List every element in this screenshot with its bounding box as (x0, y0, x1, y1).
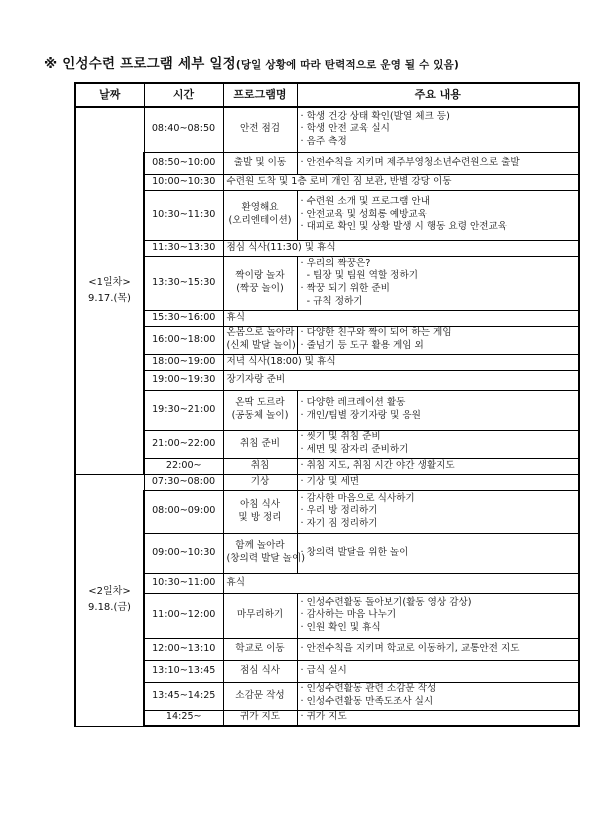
schedule-row (75, 174, 579, 190)
time-cell: 21:00~22:00 (144, 430, 223, 458)
content-line: · 자기 짐 정리하기 (300, 517, 378, 529)
header-date: 날짜 (75, 83, 144, 107)
content-cell (297, 593, 579, 638)
program-name-line: (신체 발달 놀이) (226, 340, 296, 351)
content-line: - 팀장 및 팀원 역할 정하기 (300, 270, 418, 282)
content-line: · 안전수칙을 지키며 학교로 이동하기, 교통안전 지도 (300, 642, 520, 654)
day-label: <2일차> (88, 586, 131, 597)
time-cell: 18:00~19:00 (144, 354, 223, 370)
program-cell (223, 256, 297, 310)
program-cell (223, 710, 297, 726)
program-cell (223, 474, 297, 490)
program-cell (223, 458, 297, 474)
content-cell (297, 107, 579, 152)
content-cell (297, 533, 579, 573)
header-content: 주요 내용 (297, 83, 579, 107)
program-name-line: 짝이랑 놀자 (235, 270, 285, 282)
program-name-line: 취침 (250, 459, 270, 471)
schedule-row (75, 256, 579, 310)
program-name-line: 함께 놀아라 (235, 540, 285, 552)
content-cell (297, 638, 579, 660)
content-line: · 감사하는 마음 나누기 (300, 609, 397, 621)
content-line: · 다양한 레크레이션 활동 (300, 397, 406, 409)
content-line: · 대피로 확인 및 상황 발생 시 행동 요령 안전교육 (300, 221, 508, 233)
schedule-row (75, 240, 579, 256)
content-line: · 안전수칙을 지키며 제주부영청소년수련원으로 출발 (300, 156, 520, 168)
content-line: · 기상 및 세면 (300, 475, 360, 487)
time-cell: 15:30~16:00 (144, 310, 223, 326)
day-date: 9.18.(금) (88, 602, 131, 613)
schedule-row (75, 107, 579, 152)
program-cell (223, 326, 297, 354)
time-cell: 13:45~14:25 (144, 682, 223, 710)
schedule-row (75, 660, 579, 682)
time-cell: 10:30~11:00 (144, 573, 223, 593)
schedule-row (75, 190, 579, 240)
day-date: 9.17.(목) (88, 292, 131, 304)
schedule-row (75, 152, 579, 174)
program-cell (223, 430, 297, 458)
time-cell: 08:40~08:50 (144, 107, 223, 152)
merged-activity-cell: 수련원 도착 및 1층 로비 개인 짐 보관, 반별 강당 이동 (223, 174, 579, 190)
program-cell (223, 533, 305, 573)
program-name-line: 및 방 정리 (238, 511, 282, 523)
day-cell (75, 474, 144, 726)
content-line: · 세면 및 잠자리 준비하기 (300, 444, 409, 455)
program-name-line: 마무리하기 (236, 609, 284, 621)
schedule-row (75, 370, 579, 390)
day-label: <1일차> (88, 276, 131, 288)
title-note: (당일 상황에 따라 탄력적으로 운영 될 수 있음) (235, 59, 459, 71)
program-name-line: 귀가 지도 (239, 711, 281, 723)
schedule-row (75, 310, 579, 326)
content-line: · 음주 측정 (300, 136, 347, 148)
header-row (75, 83, 579, 107)
content-line: · 다양한 친구와 짝이 되어 하는 게임 (300, 327, 452, 339)
merged-activity-cell: 휴식 (223, 573, 579, 593)
content-cell (297, 682, 579, 710)
program-name-line: 안전 점검 (239, 123, 281, 135)
time-cell: 22:00~ (144, 458, 223, 474)
time-cell: 19:30~21:00 (144, 390, 223, 430)
program-name-line: 온몸으로 놀아라 (226, 327, 295, 339)
time-cell: 08:00~09:00 (144, 490, 223, 533)
schedule-table (74, 82, 580, 727)
time-cell: 11:30~13:30 (144, 240, 223, 256)
schedule-row (75, 682, 579, 710)
day-cell (75, 107, 144, 474)
content-line: · 우리 방 정리하기 (300, 505, 378, 517)
schedule-row (75, 710, 579, 726)
content-line: · 우리의 짝꿍은? (300, 257, 371, 269)
title-main: ※ 인성수련 프로그램 세부 일정 (44, 56, 236, 72)
content-line: · 인성수련활동 만족도조사 실시 (300, 696, 434, 707)
merged-activity-cell: 점심 식사(11:30) 및 휴식 (223, 240, 579, 256)
time-cell: 19:00~19:30 (144, 370, 223, 390)
content-line: · 귀가 지도 (300, 711, 347, 723)
program-name-line: 출발 및 이동 (233, 156, 287, 168)
program-name-line: 점심 식사 (239, 664, 281, 676)
time-cell: 13:30~15:30 (144, 256, 223, 310)
program-name-line: (공동체 놀이) (231, 410, 289, 421)
content-line: · 줄넘기 등 도구 활용 게임 외 (300, 340, 424, 351)
content-cell (297, 326, 579, 354)
content-line: · 인성수련활동 관련 소감문 작성 (300, 683, 437, 695)
program-cell (223, 390, 297, 430)
content-cell (297, 458, 579, 474)
schedule-row (75, 430, 579, 458)
time-cell: 10:00~10:30 (144, 174, 223, 190)
time-cell: 08:50~10:00 (144, 152, 223, 174)
program-name-line: (짝꿍 놀이) (236, 283, 284, 294)
merged-activity-cell: 장기자랑 준비 (223, 370, 579, 390)
program-cell (223, 190, 297, 240)
content-line: · 수련원 소개 및 프로그램 안내 (300, 196, 431, 208)
time-cell: 09:00~10:30 (144, 533, 223, 573)
program-name-line: 기상 (250, 475, 270, 487)
schedule-row (75, 390, 579, 430)
time-cell: 07:30~08:00 (144, 474, 223, 490)
content-cell (297, 256, 579, 310)
content-line: · 인원 확인 및 휴식 (300, 621, 381, 633)
content-line: · 감사한 마음으로 식사하기 (300, 492, 415, 504)
content-line: · 개인/팀별 장기자랑 및 응원 (300, 410, 421, 421)
program-cell (223, 638, 297, 660)
program-name-line: (오리엔테이션) (228, 215, 292, 226)
time-cell: 16:00~18:00 (144, 326, 223, 354)
page-title (44, 52, 459, 72)
program-cell (223, 593, 297, 638)
content-line: · 짝꿍 되기 위한 준비 (300, 283, 390, 294)
program-cell (223, 107, 297, 152)
content-cell (297, 660, 579, 682)
content-line: · 급식 실시 (300, 664, 347, 676)
content-line: · 학생 안전 교육 실시 (300, 123, 390, 135)
content-line: · 창의력 발달을 위한 놀이 (300, 546, 409, 558)
content-line: · 안전교육 및 성희롱 예방교육 (300, 208, 427, 220)
program-name-line: (창의력 발달 놀이) (226, 553, 305, 564)
merged-activity-cell: 저녁 식사(18:00) 및 휴식 (223, 354, 579, 370)
content-line: · 인성수련활동 돌아보기(활동 영상 감상) (300, 596, 472, 608)
schedule-row (75, 354, 579, 370)
time-cell: 10:30~11:30 (144, 190, 223, 240)
time-cell: 12:00~13:10 (144, 638, 223, 660)
schedule-row (75, 474, 579, 490)
header-time: 시간 (144, 83, 223, 107)
program-name-line: 소감문 작성 (235, 689, 285, 701)
time-cell: 13:10~13:45 (144, 660, 223, 682)
content-cell (297, 710, 579, 726)
program-name-line: 아침 식사 (239, 498, 281, 510)
program-cell (223, 660, 297, 682)
schedule-row (75, 638, 579, 660)
program-cell (223, 682, 297, 710)
content-cell (297, 390, 579, 430)
time-cell: 14:25~ (144, 710, 223, 726)
content-line: · 학생 건강 상태 확인(발열 체크 등) (300, 110, 450, 122)
schedule-row (75, 326, 579, 354)
program-name-line: 환영해요 (241, 202, 279, 214)
program-cell (223, 152, 297, 174)
program-cell (223, 490, 297, 533)
schedule-row (75, 490, 579, 533)
schedule-row (75, 593, 579, 638)
time-cell: 11:00~12:00 (144, 593, 223, 638)
schedule-body (75, 107, 579, 726)
merged-activity-cell: 휴식 (223, 310, 579, 326)
schedule-row (75, 533, 579, 573)
content-cell (297, 430, 579, 458)
content-cell (297, 190, 579, 240)
schedule-row (75, 458, 579, 474)
content-line: - 규칙 정하기 (300, 295, 363, 307)
header-program: 프로그램명 (223, 83, 297, 107)
content-line: · 취침 지도, 취침 시간 야간 생활지도 (300, 459, 455, 471)
content-cell (297, 490, 579, 533)
program-name-line: 취침 준비 (239, 437, 281, 449)
program-name-line: 온딱 도르라 (235, 397, 285, 409)
content-cell (297, 152, 579, 174)
content-cell (297, 474, 579, 490)
schedule-row (75, 573, 579, 593)
content-line: · 씻기 및 취침 준비 (300, 431, 381, 443)
program-name-line: 학교로 이동 (235, 642, 285, 654)
